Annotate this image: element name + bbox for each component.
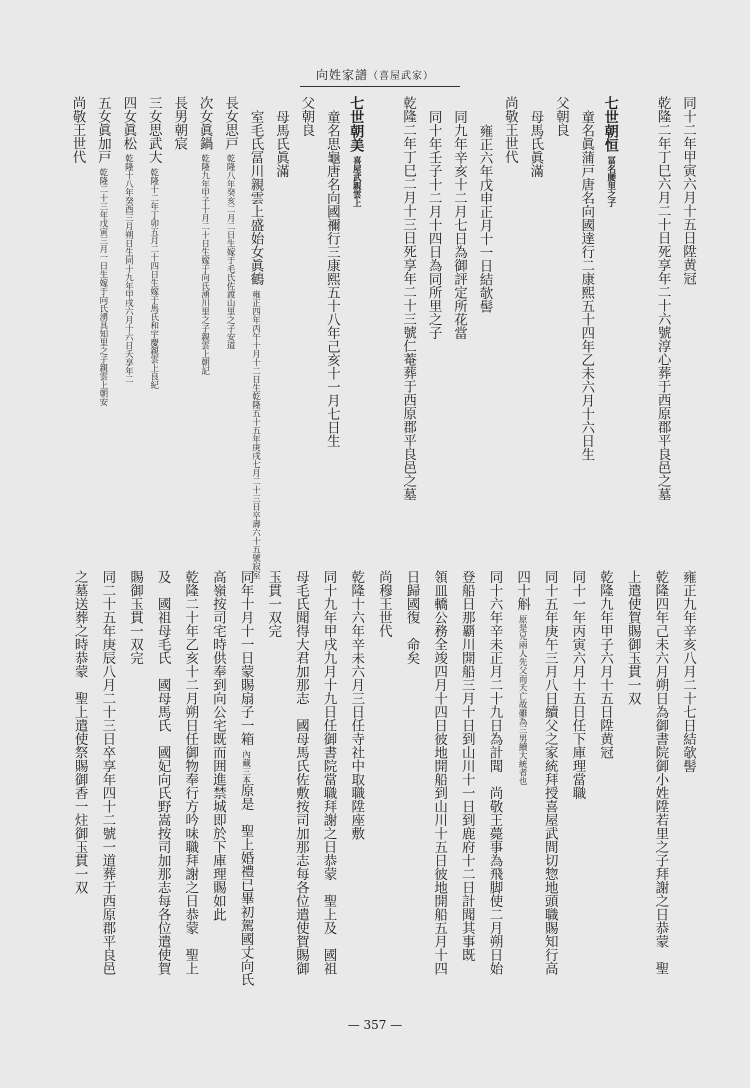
text-column	[67, 96, 86, 520]
column-text: 童名眞蒲戸唐名向國達行二康熙五十四年乙未六月十六日生	[578, 110, 595, 461]
text-column	[169, 96, 188, 520]
text-column	[319, 570, 335, 1030]
inline-annotation: 雍正四年丙午十月十二日生乾隆五十五年庚戌七月二十三日卒壽六十五號寂室	[250, 289, 261, 579]
column-text: 尚敬王世代	[501, 96, 518, 164]
text-column	[627, 96, 643, 520]
text-column	[576, 96, 595, 520]
upper-text-block	[58, 96, 696, 579]
column-text: 日歸國復 命矣	[403, 570, 420, 665]
text-column	[650, 570, 669, 1030]
text-column	[296, 96, 315, 520]
text-column	[540, 570, 556, 1030]
text-column	[678, 570, 694, 1030]
inline-annotation: 乾隆八年癸亥二月二日生嫁于毛氏佐渡山里之子安道	[225, 154, 236, 350]
column-text: 之墓送葬之時恭蒙 聖上遣使祭賜御香一炷御玉貫一双	[71, 570, 88, 894]
column-text: 四女眞松	[120, 96, 137, 150]
text-column	[263, 570, 282, 1030]
text-column	[220, 96, 239, 520]
text-column	[449, 96, 468, 520]
text-column	[457, 570, 473, 1030]
text-column	[246, 96, 264, 579]
page-header	[250, 66, 500, 83]
column-text: 同年十月十一日蒙賜扇子一箱	[237, 570, 254, 746]
column-text: 登船日那覇川開船三月十日到山川十一日到鹿府十二日計聞其事既	[458, 570, 475, 962]
column-text: 次女眞鍋	[196, 96, 213, 150]
column-text: 長女思戸	[222, 96, 239, 150]
text-column	[374, 570, 390, 1030]
text-column	[93, 96, 109, 520]
text-column	[474, 96, 493, 520]
column-text: 母毛氏聞得大君加那志 國母馬氏佐敷按司加那志每各位遣使賀賜御	[292, 570, 309, 975]
column-text: 長男朝宸	[171, 96, 188, 150]
column-text: 玉貫一双完	[265, 570, 282, 638]
column-text: 童名思龜唐名向國禰行三康熙五十八年己亥十一月七日生	[323, 110, 340, 448]
column-text: 七世朝恒	[602, 96, 619, 152]
column-text: 七世朝美	[348, 96, 365, 152]
text-column	[525, 96, 544, 520]
text-column	[567, 570, 586, 1030]
column-text: 同九年辛亥十二月七日為御評定所花當	[451, 110, 468, 340]
column-text: 母馬氏眞滿	[527, 110, 544, 178]
text-column	[195, 96, 211, 520]
column-text: 乾隆二年丁巳六月二十日死享年二十六號淳心葬于西原郡平良邑之墓	[654, 96, 671, 501]
column-text: 乾隆九年甲子六月十五日陞黄冠	[597, 570, 614, 759]
inline-annotation: 喜屋武親雲上	[351, 156, 362, 207]
column-text: 尚穆王世代	[375, 570, 392, 638]
column-text-tail: 原是 聖上婚禮已畢初駕國丈向氏	[237, 783, 254, 986]
column-text: 三女思武大	[145, 96, 162, 164]
text-column	[153, 570, 169, 1030]
text-column	[144, 96, 160, 520]
text-column	[500, 96, 516, 520]
text-column	[346, 570, 365, 1030]
inline-annotation: 乾隆十八年癸酉三月朔日生同十九年甲戌六月十六日夭享年二	[123, 154, 134, 384]
column-text: 五女眞加戸	[94, 96, 111, 164]
column-text: 同十九年甲戌九月十九日任御書院當職拜謝之日恭蒙 聖上及 國祖	[320, 570, 337, 975]
column-text: 乾隆二年丁巳二月十三日死享年二十三號仁菴葬于西原郡平良邑之墓	[400, 96, 417, 501]
text-column	[291, 570, 307, 1030]
column-text: 尚敬王世代	[69, 96, 86, 164]
text-column	[180, 570, 199, 1030]
column-text: 母馬氏眞滿	[272, 110, 289, 178]
text-column	[678, 96, 694, 520]
inline-annotation: 內藏三本	[240, 749, 251, 784]
column-text: 同十二年甲寅六月十五日陞黄冠	[680, 96, 696, 285]
column-text: 領皿轎公務全竣四月十四日彼地開船到山川十五日彼地開船五月十四	[431, 570, 448, 975]
text-column	[623, 570, 639, 1030]
column-text: 雍正九年辛亥八月二十七日結欹髻	[680, 570, 696, 773]
column-text: 父朝良	[552, 96, 569, 137]
column-text: 父朝良	[298, 96, 315, 137]
column-text: 上遣使賀賜御玉貫一双	[624, 570, 641, 705]
inline-annotation: 原是兄兩人先父而夭亡故雖為三男續大統者也	[517, 614, 528, 785]
column-text: 同十一年丙寅六月十五日任下庫理當職	[569, 570, 586, 800]
column-text: 同十年壬子十二月十四日為同所里之子	[425, 110, 442, 340]
text-column	[97, 570, 116, 1030]
text-column	[125, 570, 141, 1030]
generation-heading	[347, 96, 363, 520]
text-column	[595, 570, 614, 1030]
column-text: 高嶺按司宅時供奉到向公宅既而囲進禁城即於下庫理賜如此	[209, 570, 226, 921]
column-text: 及 國祖母毛氏 國母馬氏 國妃向氏野嵩按司加那志每各位遣使賀	[154, 570, 171, 975]
column-text: 同十六年辛未正月二十九日為計聞 尚敬王薨事為飛脚使二月朔日始	[486, 570, 503, 975]
header-title: 向姓家譜	[315, 68, 368, 82]
text-column	[398, 96, 417, 520]
header-rule	[300, 86, 460, 87]
text-column	[118, 96, 137, 520]
text-column	[70, 570, 86, 1030]
text-column	[271, 96, 287, 520]
inline-annotation: 乾隆二十三年戊寅三月一日生嫁于向氏湧具知里之子親雲上朝安	[97, 167, 108, 406]
page-number: — 357 —	[347, 1018, 403, 1032]
text-column	[424, 96, 440, 520]
text-column	[373, 96, 389, 520]
text-column	[401, 570, 420, 1030]
column-text: 乾隆二十年乙亥十二月朔日任御物奉行方吟味職拜謝之日恭蒙 聖上	[182, 570, 199, 975]
text-column	[236, 570, 252, 1030]
column-text: 同二十五年庚辰八月二十三日卒享年四十二號一道葬于西原郡平良邑	[99, 570, 116, 975]
text-column	[484, 570, 503, 1030]
column-text: 乾隆十六年辛未六月三日任寺社中取職陞座敷	[348, 570, 365, 840]
column-text: 同十五年庚午三月八日續父之家統拜授喜屋武間切惣地頭職賜知行高	[541, 570, 558, 975]
text-column	[653, 96, 669, 520]
inline-annotation: 乾隆十二年丁卯五月二十四日生嫁于馬氏和宇慶親雲上良紀	[148, 167, 159, 389]
lower-text-block	[58, 570, 694, 1030]
header-subtitle: （喜屋武家）	[368, 71, 434, 82]
text-column	[322, 96, 338, 520]
column-text: 乾隆四年己未六月朔日為御書院御小姓陞若里之子拜謝之日恭蒙 聖	[652, 570, 669, 975]
column-text: 雍正六年戊申正月十一日結欹髻	[476, 124, 493, 313]
text-column	[208, 570, 224, 1030]
inline-annotation: 冨名腰里之子	[605, 156, 616, 207]
column-text: 四十斛	[514, 570, 531, 611]
column-text: 賜御玉貫一双完	[126, 570, 143, 665]
text-column	[429, 570, 448, 1030]
generation-heading	[602, 96, 618, 520]
text-column	[512, 570, 531, 1030]
inline-annotation: 乾隆九年甲子十月二十日生嫁于向氏湧川里之子親雲上朝記	[199, 154, 210, 375]
text-column	[551, 96, 567, 520]
column-text: 室毛氏冨川親雲上盛始女眞鶴	[247, 110, 264, 286]
